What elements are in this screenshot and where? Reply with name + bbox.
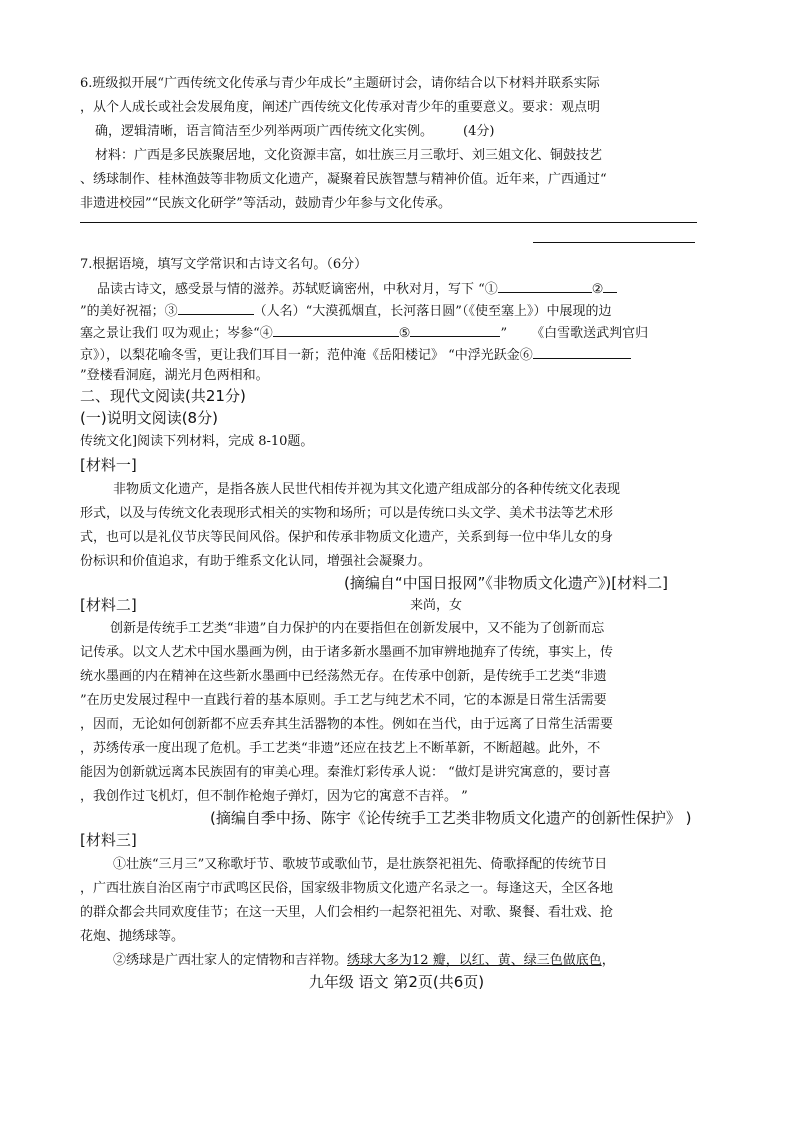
q6-line-2: ，从个人成长或社会发展角度，阐述广西传统文化传承对青少年的重要意义。要求：观点明 (80, 100, 601, 115)
q6-line-1: 6.班级拟开展“广西传统文化传承与青少年成长”主题研讨会，请你结合以下材料并联系实际 (80, 76, 600, 91)
blank-4[interactable] (273, 323, 399, 337)
answer-line-1[interactable] (80, 222, 697, 223)
q7-line-2: ”的美好祝福；③ （人名）“大漠孤烟直，长河落日圆”（《使至塞上》）中展现的边 (80, 301, 611, 321)
page-footer: 九年级 语文 第2页(共6页) (308, 973, 485, 991)
material-2-line-2: 记传承。以文人艺术中国水墨画为例，由于诸多新水墨画不加审辨地抛弃了传统，事实上，传 (80, 645, 614, 660)
material-2-source: (摘编自季中扬、陈宇《论传统手工艺类非物质文化遗产的创新性保护》 ) (210, 809, 692, 827)
q7-line-4: 京》），以梨花喻冬雪，更让我们耳目一新；范仲淹《岳阳楼记》 “中浮光跃金⑥ (80, 345, 631, 365)
material-1-line-3: 式，也可以是礼仪节庆等民间风俗。保护和传承非物质文化遗产，关系到每一位中华儿女的身 (80, 530, 614, 545)
material-1-label: [材料一] (80, 456, 137, 474)
q6-material-3: 非遗进校园”“民族文化研学”等活动，鼓励青少年参与文化传承。 (80, 196, 451, 211)
material-1-source: (摘编自“中国日报网”《非物质文化遗产》)[材料二] (344, 574, 668, 592)
q7-line-5: ”登楼看洞庭，湖光月色两相和。 (80, 368, 269, 383)
blank-5[interactable] (410, 323, 500, 337)
material-2-line-1: 创新是传统手工艺类“非遗”自力保护的内在要指但在创新发展中，又不能为了创新而忘 (110, 621, 605, 636)
q7-line-1: 品读古诗文，感受景与情的滋养。苏轼贬谪密州，中秋对月，写下 “① ② (97, 279, 617, 299)
material-3-label: [材料三] (80, 831, 137, 849)
material-1-line-4: 份标识和价值追求，有助于维系文化认同，增强社会凝聚力。 (80, 554, 432, 569)
material-3-line-4: 花炮、抛绣球等。 (80, 929, 185, 944)
blank-6[interactable] (533, 345, 631, 359)
material-3-line-2: ，广西壮族自治区南宁市武鸣区民俗，国家级非物质文化遗产名录之一。每逢这天，全区各地 (80, 881, 614, 896)
material-2-extra: 来尚，女 (410, 598, 463, 613)
section-2-intro: 传统文化]阅读下列材料，完成 8-10题。 (80, 434, 314, 449)
section-2-subtitle: (一)说明文阅读(8分) (80, 409, 218, 427)
blank-2[interactable] (603, 279, 617, 293)
material-2-line-6: ，苏绣传承一度出现了危机。手工艺类“非遗”还应在技艺上不断革新，不断超越。此外，不 (80, 741, 601, 756)
material-1-line-1: 非物质文化遗产，是指各族人民世代相传并视为其文化遗产组成部分的各种传统文化表现 (113, 482, 621, 497)
material-2-line-5: ，因而，无论如何创新都不应丢弃其生活器物的本性。例如在当代，由于远离了日常生活需要 (80, 717, 614, 732)
material-2-line-7: 能因为创新就远离本民族固有的审美心理。秦淮灯彩传承人说： “做灯是讲究寓意的，要讨喜 (80, 765, 611, 780)
q7-line-3: 塞之景让我们 叹为观止；岑参“④ ⑤ ” 《白雪歌送武判官归 (80, 323, 648, 343)
blank-3[interactable] (178, 301, 254, 315)
blank-1[interactable] (498, 279, 592, 293)
section-2-title: 二、现代文阅读(共21分) (80, 387, 246, 405)
material-2-line-3: 统水墨画的内在精神在这些新水墨画中已经荡然无存。在传承中创新，是传统手工艺类“非遗 (80, 669, 607, 684)
material-2-line-8: ，我创作过飞机灯，但不制作枪炮子弹灯，因为它的寓意不吉祥。 ” (80, 789, 468, 804)
answer-line-2[interactable] (533, 242, 695, 243)
underlined-text: 绣球大多为12 瓣，以红、黄、绿三色做底色 (347, 953, 602, 968)
material-1-line-2: 形式，以及与传统文化表现形式相关的实物和场所；可以是传统口头文学、美术书法等艺术形 (80, 506, 614, 521)
material-3-line-3: 的群众都会共同欢度佳节；在这一天里，人们会相约一起祭祀祖先、对歌、聚餐、看壮戏、抢 (80, 905, 614, 920)
q6-material-2: 、绣球制作、桂林渔鼓等非物质文化遗产，凝聚着民族智慧与精神价值。近年来，广西通过“ (80, 172, 607, 187)
material-3-line-5: ②绣球是广西壮家人的定情物和吉祥物。绣球大多为12 瓣，以红、黄、绿三色做底色， (113, 953, 615, 968)
q6-line-3: 确，逻辑清晰，语言简洁至少列举两项广西传统文化实例。 (4分) (95, 124, 495, 139)
q7-title: 7.根据语境，填写文学常识和古诗文名句。（6分） (80, 257, 368, 272)
material-3-line-1: ①壮族“三月三”又称歌圩节、歌坡节或歌仙节，是壮族祭祀祖先、倚歌择配的传统节日 (113, 857, 608, 872)
q6-material-1: 材料：广西是多民族聚居地，文化资源丰富，如壮族三月三歌圩、刘三姐文化、铜鼓技艺 (95, 148, 603, 163)
material-2-label: [材料二] (80, 596, 137, 614)
material-2-line-4: ”在历史发展过程中一直践行着的基本原则。手工艺与纯艺术不同，它的本源是日常生活需要 (80, 693, 607, 708)
